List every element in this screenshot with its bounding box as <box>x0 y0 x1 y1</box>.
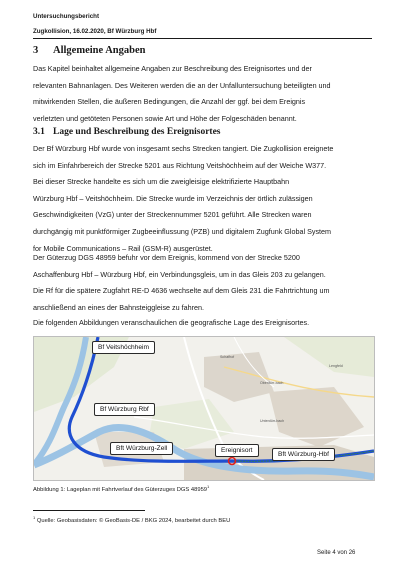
section-heading <box>33 45 145 56</box>
text-line: anschließend an eines der Bahnsteiggleise zu fahren. <box>33 302 205 312</box>
header-rule <box>33 38 372 39</box>
label-bft-wuerzburg-hbf: Bft Würzburg-Hbf <box>272 448 335 461</box>
text-line: Der Güterzug DGS 48959 befuhr vor dem Ereignis, kommend von der Strecke 5200 <box>33 253 300 262</box>
place-name-lengfeld: Lengfeld <box>329 364 343 368</box>
train-movement-paragraph <box>33 250 374 316</box>
text-line: relevanten Bahnanlagen. Des Weiteren werden die an der Unfalluntersuchung beteiligten und <box>33 80 331 90</box>
subsection-title: Lage und Beschreibung des Ereignisortes <box>53 127 221 137</box>
subsection-number: 3.1 <box>33 127 45 137</box>
report-title: Untersuchungsbericht <box>33 13 100 20</box>
text-line: mitwirkenden Stellen, die äußeren Bedingungen, die Anzahl der ggf. bei dem Ereignis <box>33 97 306 107</box>
report-subtitle: Zugkollision, 16.02.2020, Bf Würzburg Hbf <box>33 28 157 35</box>
place-name-schafhof: Schafhof <box>220 355 235 359</box>
section-number: 3 <box>33 45 39 56</box>
text-line: Aschaffenburg Hbf – Würzburg Hbf, ein Verbindungsgleis, um in das Gleis 203 zu gelangen. <box>33 269 326 279</box>
footnote-text: Quelle: Geobasisdaten: © GeoBasis-DE / BKG 2024, bearbeitet durch BEU <box>36 517 231 524</box>
footnote-mark: 1 <box>33 515 36 520</box>
text-line: Geschwindigkeiten (VzG) unter der Streckennummer 5201 geführt. Alle Strecken waren <box>33 210 312 220</box>
label-bft-wuerzburg-zell: Bft Würzburg-Zell <box>110 442 173 455</box>
text-line: sich im Einfahrbereich der Strecke 5201 aus Richtung Veitshöchheim auf der Weiche W377. <box>33 160 327 170</box>
text-line: verletzten und getöteten Personen sowie Art und Höhe der Folgeschäden benannt. <box>33 113 297 123</box>
figure-caption <box>33 484 209 493</box>
figure-intro-paragraph <box>33 315 374 332</box>
footnote <box>33 515 230 524</box>
text-line: Würzburg Hbf – Veitshöchheim. Die Strecke wurde im Verzeichnis der örtlich zulässigen <box>33 193 313 203</box>
text-line: for Mobile Communications – Rail (GSM-R) ausgerüstet. <box>33 243 213 253</box>
caption-footnote-ref: 1 <box>207 484 210 489</box>
text-line: Das Kapitel beinhaltet allgemeine Angaben zur Beschreibung des Ereignisortes und der <box>33 64 312 73</box>
place-name-oberduerrbach: Oberdürr-bach <box>260 381 284 385</box>
location-map <box>33 336 375 481</box>
place-name-unterduerrbach: Unterdürr-bach <box>260 419 285 423</box>
text-line: Die folgenden Abbildungen veranschaulichen die geografische Lage des Ereignisortes. <box>33 318 310 327</box>
footnote-rule <box>33 510 145 511</box>
label-bf-wuerzburg-rbf: Bf Würzburg Rbf <box>94 403 155 416</box>
forest-area <box>284 337 374 377</box>
text-line: durchgängig mit punktförmiger Zugbeeinflussung (PZB) und digitalem Zugfunk Global System <box>33 226 332 236</box>
caption-text: Abbildung 1: Lageplan mit Fahrtverlauf des Güterzuges DGS 48959 <box>33 486 208 493</box>
subsection-heading <box>33 127 221 137</box>
section-intro-paragraph <box>33 61 374 127</box>
label-bf-veitshoechheim: Bf Veitshöchheim <box>92 341 155 354</box>
text-line: Der Bf Würzburg Hbf wurde von insgesamt sechs Strecken tangiert. Die Zugkollision ereignete <box>33 144 334 153</box>
text-line: Bei dieser Strecke handelte es sich um die zweigleisige elektrifizierte Hauptbahn <box>33 177 290 187</box>
section-title: Allgemeine Angaben <box>53 45 146 56</box>
location-paragraph <box>33 141 374 257</box>
label-ereignisort: Ereignisort <box>215 444 259 457</box>
page-number: Seite 4 von 26 <box>317 550 356 556</box>
text-line: Die Rf für die spätere Zugfahrt RE-D 4636 wechselte auf dem Gleis 231 die Fahrtrichtung um <box>33 286 330 296</box>
